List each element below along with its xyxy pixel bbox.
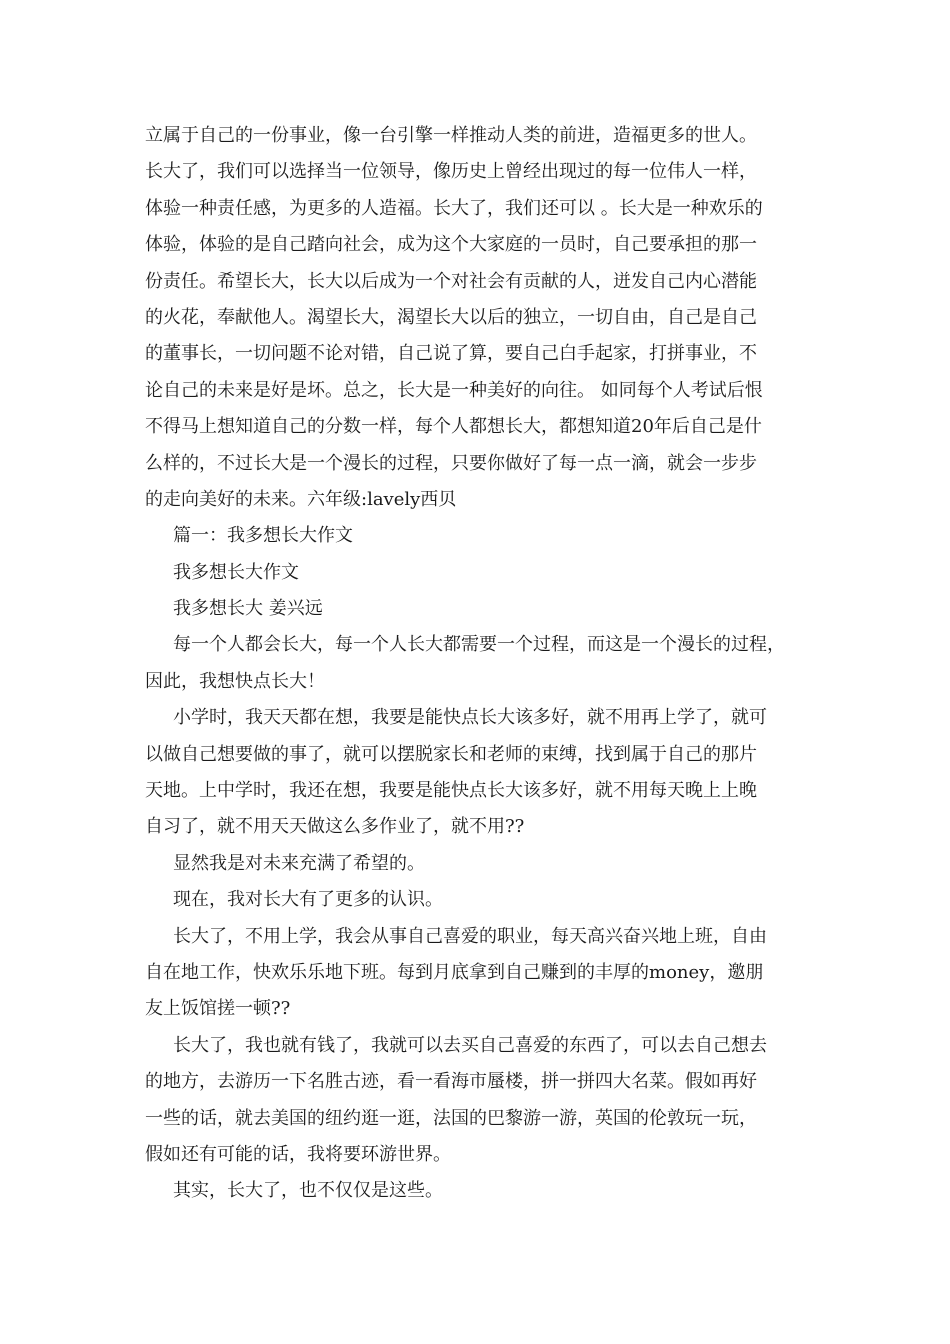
text-line: 的走向美好的未来。六年级:lavely西贝 bbox=[145, 488, 457, 510]
text-line: 长大了，我们可以选择当一位领导，像历史上曾经出现过的每一位伟人一样， bbox=[145, 161, 757, 183]
text-line: 篇一：我多想长大作文 bbox=[173, 525, 353, 547]
text-line: 论自己的未来是好是坏。总之，长大是一种美好的向往。 如同每个人考试后恨 bbox=[145, 379, 763, 401]
text-line: 一些的话，就去美国的纽约逛一逛，法国的巴黎游一游，英国的伦敦玩一玩， bbox=[145, 1107, 757, 1129]
text-line: 么样的，不过长大是一个漫长的过程，只要你做好了每一点一滴，就会一步步 bbox=[145, 452, 757, 474]
text-line: 体验，体验的是自己踏向社会，成为这个大家庭的一员时，自己要承担的那一 bbox=[145, 234, 757, 256]
text-line: 显然我是对未来充满了希望的。 bbox=[173, 852, 425, 874]
text-line: 天地。上中学时，我还在想，我要是能快点长大该多好，就不用每天晚上上晚 bbox=[145, 780, 757, 802]
text-line: 每一个人都会长大，每一个人长大都需要一个过程，而这是一个漫长的过程， bbox=[173, 634, 785, 656]
text-line: 因此，我想快点长大！ bbox=[145, 670, 325, 692]
text-line: 我多想长大 姜兴远 bbox=[173, 598, 323, 620]
text-line: 长大了，我也就有钱了，我就可以去买自己喜爱的东西了，可以去自己想去 bbox=[173, 1034, 767, 1056]
text-line: 的火花，奉献他人。渴望长大，渴望长大以后的独立，一切自由，自己是自己 bbox=[145, 306, 757, 328]
text-line: 现在，我对长大有了更多的认识。 bbox=[173, 889, 443, 911]
text-line: 友上饭馆搓一顿?? bbox=[145, 998, 291, 1020]
text-line: 假如还有可能的话，我将要环游世界。 bbox=[145, 1143, 451, 1165]
text-line: 小学时，我天天都在想，我要是能快点长大该多好，就不用再上学了，就可 bbox=[173, 707, 767, 729]
text-line: 长大了，不用上学，我会从事自己喜爱的职业，每天高兴奋兴地上班，自由 bbox=[173, 925, 767, 947]
text-line: 体验一种责任感，为更多的人造福。长大了，我们还可以 。长大是一种欢乐的 bbox=[145, 197, 763, 219]
text-line: 份责任。希望长大，长大以后成为一个对社会有贡献的人，迸发自己内心潜能 bbox=[145, 270, 757, 292]
text-line: 立属于自己的一份事业，像一台引擎一样推动人类的前进，造福更多的世人。 bbox=[145, 125, 757, 146]
essay-body bbox=[145, 118, 815, 1210]
text-line: 不得马上想知道自己的分数一样，每个人都想长大，都想知道20年后自己是什 bbox=[145, 416, 762, 438]
text-line: 的地方，去游历一下名胜古迹，看一看海市蜃楼，拼一拼四大名菜。假如再好 bbox=[145, 1071, 757, 1093]
text-line: 我多想长大作文 bbox=[173, 561, 299, 583]
text-line: 自习了，就不用天天做这么多作业了，就不用?? bbox=[145, 816, 525, 838]
text-line: 的董事长，一切问题不论对错，自己说了算，要自己白手起家，打拼事业，不 bbox=[145, 343, 757, 365]
text-line: 以做自己想要做的事了，就可以摆脱家长和老师的束缚，找到属于自己的那片 bbox=[145, 743, 757, 765]
text-line: 其实，长大了，也不仅仅是这些。 bbox=[173, 1180, 443, 1202]
text-line: 自在地工作，快欢乐乐地下班。每到月底拿到自己赚到的丰厚的money，邀朋 bbox=[145, 961, 764, 983]
